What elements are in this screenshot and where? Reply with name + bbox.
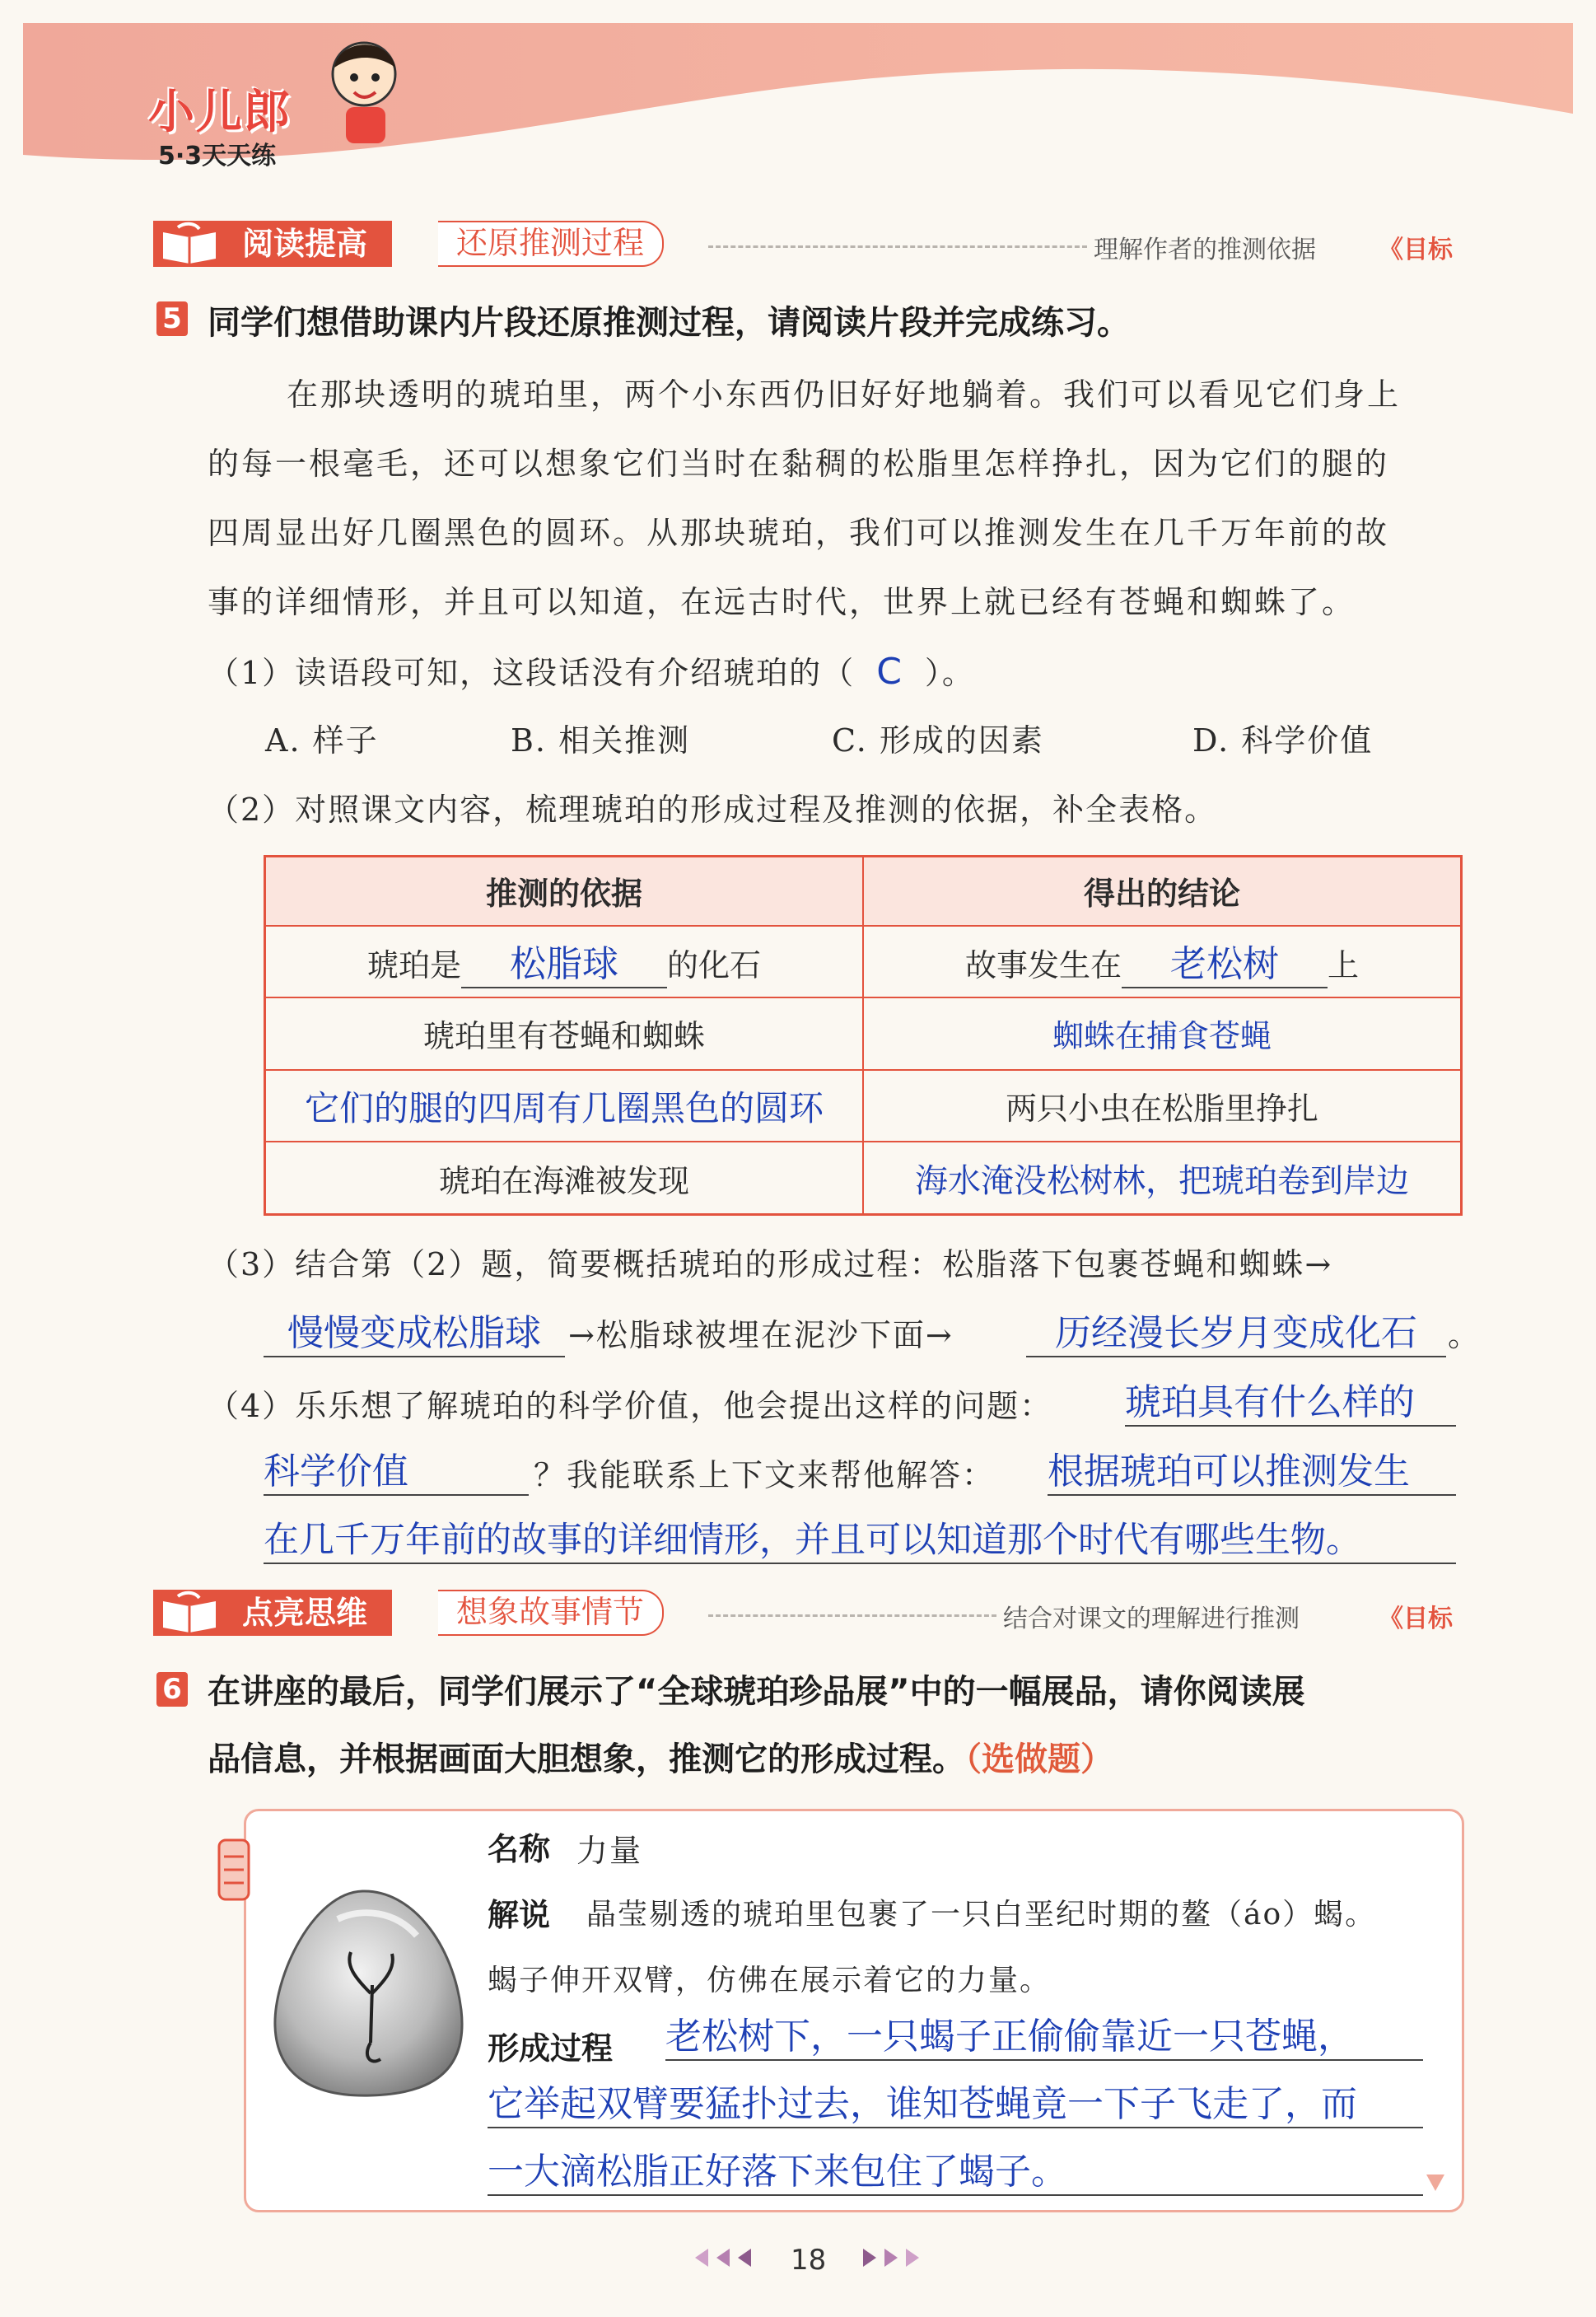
answer-blank[interactable]: 根据琥珀可以推测发生: [1048, 1441, 1456, 1496]
optional-tag: （选做题）: [965, 1740, 1113, 1778]
card-name-value: 力量: [576, 1833, 643, 1869]
goal-tag: [1379, 1598, 1453, 1634]
passage-line: 的每一根毫毛，还可以想象它们当时在黏稠的松脂里怎样挣扎，因为它们的腿的: [208, 446, 1390, 482]
card-desc-label: 解说: [488, 1897, 551, 1933]
section-goal: 理解作者的推测依据: [1094, 236, 1316, 264]
section-divider: [708, 245, 1087, 248]
option-d: D. 科学价值: [1192, 722, 1374, 759]
section-divider: [708, 1614, 996, 1617]
card-process-label: 形成过程: [488, 2030, 614, 2067]
answer-blank[interactable]: 历经漫长岁月变成化石: [1026, 1303, 1446, 1357]
card-desc-line: 晶莹剔透的琥珀里包裹了一只白垩纪时期的鳌（áo）蝎。: [586, 1898, 1377, 1932]
sub-question-text: （1）读语段可知，这段话没有介绍琥珀的（: [208, 655, 856, 691]
chevron-left-icon: 《: [1379, 1605, 1403, 1633]
table-row: [265, 1142, 1462, 1214]
cell-text: 上: [1328, 947, 1360, 984]
section-label: 点亮思维: [226, 1590, 392, 1636]
question-number: 5: [156, 301, 188, 336]
table-cell: 两只小虫在松脂里挣扎: [863, 1070, 1462, 1142]
option-b: B. 相关推测: [511, 722, 691, 759]
table-cell: 琥珀在海滩被发现: [265, 1142, 864, 1214]
card-desc-line: 蝎子伸开双臂，仿佛在展示着它的力量。: [488, 1964, 1052, 1997]
book-icon: [153, 221, 226, 267]
question-prompt: 在讲座的最后，同学们展示了“全球琥珀珍品展”中的一幅展品，请你阅读展: [208, 1673, 1305, 1711]
sub-question-text: →松脂球被埋在泥沙下面→: [568, 1317, 954, 1353]
table-cell: [863, 926, 1462, 998]
sub-question-text: ？我能联系上下文来帮他解答：: [534, 1457, 996, 1493]
inference-table: [264, 855, 1463, 1216]
cell-text: 故事发生在: [964, 947, 1122, 984]
sub-question-4: （4）乐乐想了解琥珀的科学价值，他会提出这样的问题：: [208, 1388, 1053, 1424]
answer-blank[interactable]: 科学价值: [264, 1441, 529, 1496]
sub-question-2: （2）对照课文内容，梳理琥珀的形成过程及推测的依据，补全表格。: [208, 792, 1218, 828]
prev-page-icon[interactable]: [684, 2245, 758, 2273]
answer-blank[interactable]: 慢慢变成松脂球: [264, 1303, 565, 1357]
cell-text: 的化石: [667, 947, 762, 984]
sub-question-text: ）。: [924, 655, 975, 691]
sub-question-3: （3）结合第（2）题，简要概括琥珀的形成过程：松脂落下包裹苍蝇和蜘蛛→: [208, 1246, 1333, 1282]
passage-line: 事的详细情形，并且可以知道，在远古时代，世界上就已经有苍蝇和蜘蛛了。: [208, 584, 1356, 620]
table-header: 推测的依据: [265, 857, 864, 926]
cell-text: 琥珀是: [366, 947, 461, 984]
goal-tag: [1379, 229, 1453, 265]
binder-clip-icon: [216, 1837, 252, 1903]
section-subtitle: 想象故事情节: [438, 1590, 664, 1636]
passage-line: 四周显出好几圈黑色的圆环。从那块琥珀，我们可以推测发生在几千万年前的故: [208, 515, 1390, 551]
book-icon: [153, 1590, 226, 1636]
answer-blank[interactable]: 松脂球: [461, 934, 667, 988]
mascot-icon: [323, 31, 405, 147]
question-prompt: [208, 1733, 1113, 1780]
passage-line: 在那块透明的琥珀里，两个小东西仍旧好好地躺着。我们可以看见它们身上: [287, 376, 1402, 413]
section-goal: 结合对课文的理解进行推测: [1003, 1605, 1300, 1633]
section-subtitle: 还原推测过程: [438, 221, 664, 267]
question-prompt-text: 品信息，并根据画面大胆想象，推测它的形成过程。: [208, 1740, 965, 1778]
answer-blank[interactable]: 在几千万年前的故事的详细情形，并且可以知道那个时代有哪些生物。: [264, 1512, 1456, 1564]
table-cell: 琥珀里有苍蝇和蜘蛛: [265, 997, 864, 1070]
table-row: [265, 1070, 1462, 1142]
option-a: A. 样子: [265, 722, 379, 759]
goal-tag-label: 目标: [1403, 1605, 1453, 1633]
question-number: 6: [156, 1672, 188, 1707]
table-cell: [265, 926, 864, 998]
answer-line[interactable]: 老松树下，一只蝎子正偷偷靠近一只苍蝇，: [665, 2006, 1423, 2061]
answer-cell[interactable]: 海水淹没松树林，把琥珀卷到岸边: [863, 1142, 1462, 1214]
table-row: [265, 997, 1462, 1070]
corner-triangle-icon: [1426, 2175, 1444, 2196]
logo: 小儿郎: [148, 86, 292, 139]
series-name: 5·3天天练: [158, 142, 277, 171]
question-prompt: 同学们想借助课内片段还原推测过程，请阅读片段并完成练习。: [208, 304, 1130, 342]
answer-line[interactable]: 一大滴松脂正好落下来包住了蝎子。: [488, 2142, 1423, 2196]
answer-line[interactable]: 它举起双臂要猛扑过去，谁知苍蝇竟一下子飞走了，而: [488, 2074, 1423, 2128]
page-number: 18: [791, 2244, 827, 2277]
table-header: 得出的结论: [863, 857, 1462, 926]
amber-exhibit-image: [272, 1886, 466, 2100]
card-name-label: 名称: [488, 1831, 551, 1867]
section-label: 阅读提高: [226, 221, 392, 267]
sub-question-1: [208, 647, 975, 693]
answer-choice[interactable]: C: [876, 651, 903, 693]
answer-cell[interactable]: 蜘蛛在捕食苍蝇: [863, 997, 1462, 1070]
answer-blank[interactable]: 老松树: [1122, 934, 1328, 988]
option-c: C. 形成的因素: [832, 722, 1044, 759]
next-page-icon[interactable]: [856, 2245, 931, 2273]
chevron-left-icon: 《: [1379, 236, 1403, 264]
goal-tag-label: 目标: [1403, 236, 1453, 264]
answer-blank[interactable]: 琥珀具有什么样的: [1125, 1372, 1456, 1427]
sub-question-text: 。: [1448, 1317, 1482, 1353]
table-row: [265, 926, 1462, 998]
answer-cell[interactable]: 它们的腿的四周有几圈黑色的圆环: [265, 1070, 864, 1142]
